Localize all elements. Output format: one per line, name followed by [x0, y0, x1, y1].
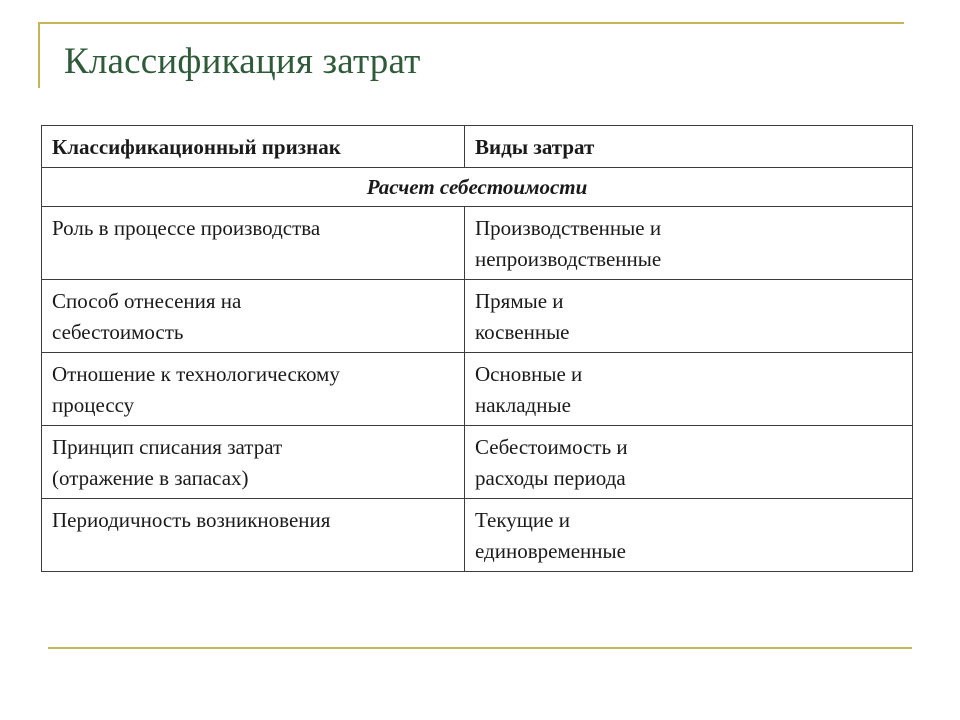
feature-cell: [42, 353, 465, 426]
feature-line: Отношение к технологическому: [52, 362, 340, 386]
types-line: косвенные: [475, 320, 570, 344]
types-line: накладные: [475, 393, 571, 417]
types-line: Прямые и: [475, 289, 564, 313]
feature-line: (отражение в запасах): [52, 466, 249, 490]
types-line: непроизводственные: [475, 247, 662, 271]
types-cell: [465, 499, 913, 572]
feature-line: процессу: [52, 393, 135, 417]
section-cost-calculation: Расчет себестоимости: [42, 168, 913, 207]
feature-cell: [42, 280, 465, 353]
feature-cell: [42, 426, 465, 499]
table-row: [42, 353, 913, 426]
feature-line: Роль в процессе производства: [52, 216, 321, 240]
slide-title: Классификация затрат: [64, 41, 421, 82]
types-cell: [465, 353, 913, 426]
header-classification-feature: Классификационный признак: [42, 126, 465, 168]
table-row: [42, 280, 913, 353]
bottom-accent-rule: [48, 647, 912, 649]
types-line: Текущие и: [475, 508, 570, 532]
types-line: Себестоимость и: [475, 435, 628, 459]
types-line: единовременные: [475, 539, 626, 563]
feature-line: Способ отнесения на: [52, 289, 242, 313]
feature-cell: [42, 499, 465, 572]
left-accent-rule: [38, 22, 40, 88]
types-line: расходы периода: [475, 466, 626, 490]
types-cell: [465, 426, 913, 499]
types-line: Основные и: [475, 362, 583, 386]
types-cell: [465, 207, 913, 280]
top-accent-rule: [38, 22, 904, 24]
types-line: Производственные и: [475, 216, 662, 240]
table-row: [42, 207, 913, 280]
feature-line: Принцип списания затрат: [52, 435, 283, 459]
types-cell: [465, 280, 913, 353]
feature-line: себестоимость: [52, 320, 184, 344]
table-row: [42, 426, 913, 499]
header-cost-types: Виды затрат: [465, 126, 913, 168]
cost-classification-table: [41, 125, 913, 572]
feature-line: Периодичность возникновения: [52, 508, 331, 532]
table-row: [42, 499, 913, 572]
table-header-row: [42, 126, 913, 168]
feature-cell: [42, 207, 465, 280]
section-row: [42, 168, 913, 207]
